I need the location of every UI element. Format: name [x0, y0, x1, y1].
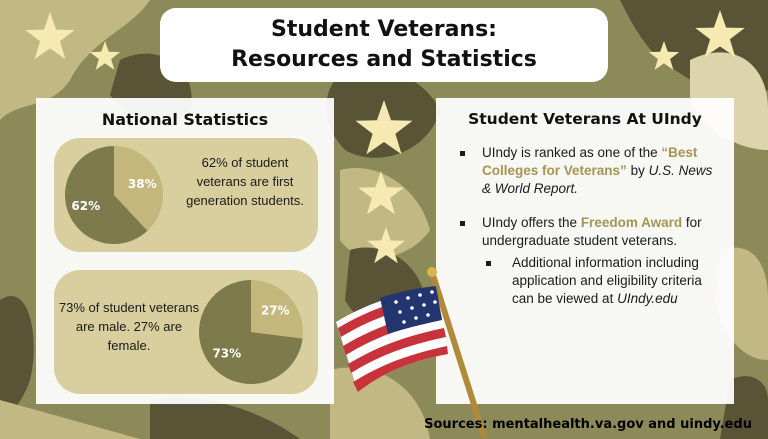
pie-label-0-0: 62%	[71, 199, 101, 214]
ranking-source: U.S. News & World Report.	[482, 163, 713, 196]
uindy-bullet-list	[454, 144, 724, 308]
sub-bullet-more-info	[482, 254, 724, 308]
first-generation-pie-chart	[64, 145, 164, 245]
gender-text: 73% of student veterans are male. 27% are female.	[58, 300, 200, 353]
bullet-icon	[460, 221, 465, 226]
award-text: UIndy offers the	[482, 215, 581, 230]
ranking-highlight: “Best Colleges for Veterans”	[482, 145, 698, 178]
pie-label-0-1: 38%	[127, 176, 157, 191]
bullet-icon	[460, 151, 465, 156]
title-line-2: Resources and Statistics	[231, 47, 537, 72]
more-info-text: Additional information including application and eligibility criteria can be viewed at	[512, 255, 702, 306]
award-after: for undergraduate student veterans.	[482, 215, 702, 248]
award-highlight: Freedom Award	[580, 215, 683, 230]
bullet-ranking	[454, 144, 724, 198]
ranking-middle: by	[626, 163, 649, 178]
sources-caption: Sources: mentalhealth.va.gov and uindy.edu	[424, 417, 752, 432]
first-generation-text: 62% of student veterans are first generation students.	[186, 155, 304, 208]
first-generation-card	[54, 138, 318, 252]
pie-label-1-1: 27%	[260, 303, 290, 318]
title-banner	[160, 8, 608, 82]
ranking-text: UIndy is ranked as one of the	[482, 145, 662, 160]
bullet-freedom-award	[454, 214, 724, 250]
title-line-1: Student Veterans:	[271, 17, 497, 42]
gender-card	[54, 270, 318, 394]
more-info-link: UIndy.edu	[617, 291, 678, 306]
pie-label-1-0: 73%	[212, 346, 242, 361]
national-statistics-panel	[36, 98, 334, 404]
gender-pie-chart	[198, 279, 304, 385]
national-statistics-heading: National Statistics	[101, 110, 269, 129]
uindy-heading: Student Veterans At UIndy	[468, 110, 702, 128]
american-flag-icon	[334, 266, 494, 438]
